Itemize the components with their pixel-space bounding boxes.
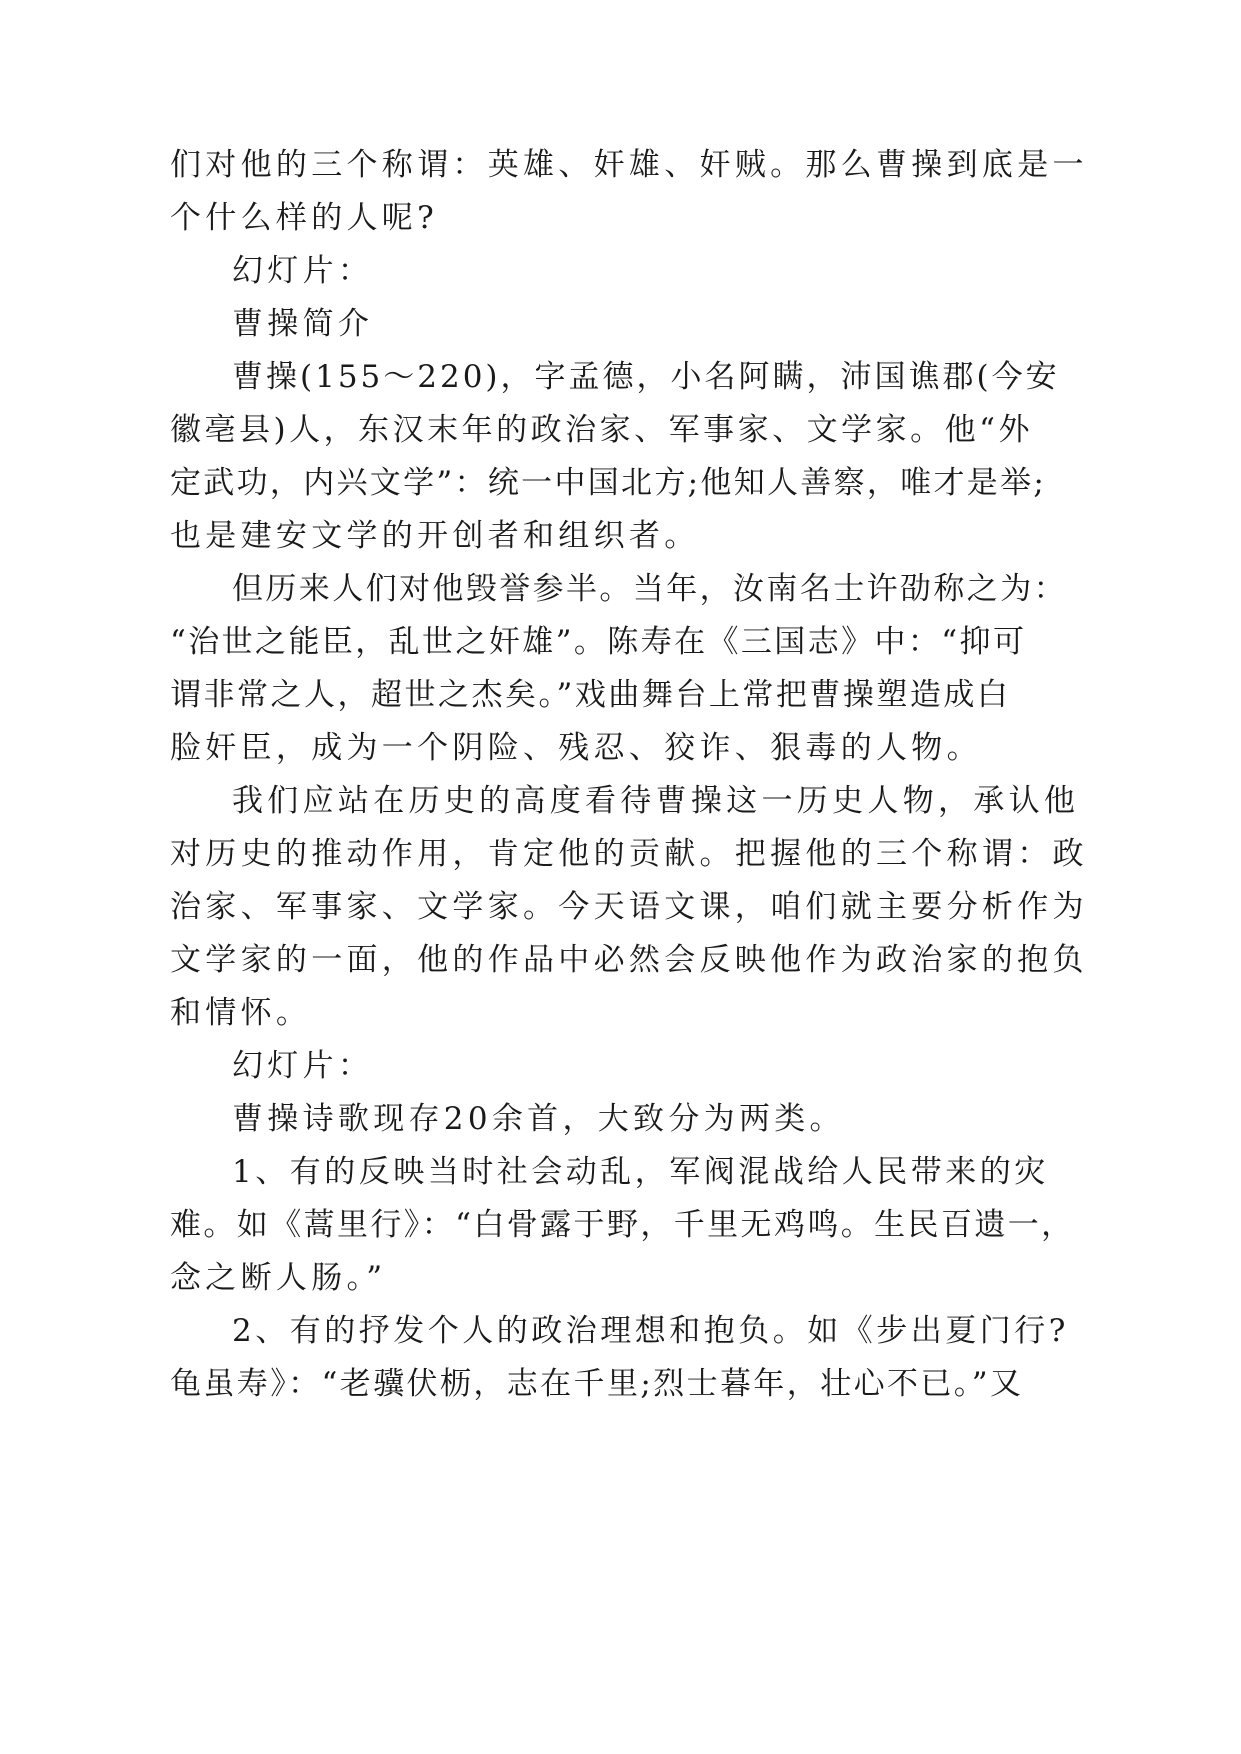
text-line: 徽亳县)人，东汉末年的政治家、军事家、文学家。他“外 [170,412,1033,448]
text-line: 定武功，内兴文学”：统一中国北方;他知人善察，唯才是举; [170,465,1047,501]
text-line: 也是建安文学的开创者和组织者。 [170,518,700,554]
text-line: 龟虽寿》：“老骥伏枥，志在千里;烈士暮年，壮心不已。”又 [170,1366,1024,1402]
text-line: 我们应站在历史的高度看待曹操这一历史人物，承认他 [232,783,1080,819]
text-line: 对历史的推动作用，肯定他的贡献。把握他的三个称谓：政 [170,836,1088,872]
text-line: 曹操诗歌现存20余首，大致分为两类。 [232,1101,845,1137]
text-line: “治世之能臣，乱世之奸雄”。陈寿在《三国志》中：“抑可 [170,624,1027,660]
text-line: 个什么样的人呢? [170,200,439,236]
text-line: 2、有的抒发个人的政治理想和抱负。如《步出夏门行? [232,1313,1069,1349]
text-line: 难。如《蒿里行》：“白骨露于野，千里无鸡鸣。生民百遗一， [170,1207,1075,1243]
text-line: 文学家的一面，他的作品中必然会反映他作为政治家的抱负 [170,942,1088,978]
text-line: 治家、军事家、文学家。今天语文课，咱们就主要分析作为 [170,889,1088,925]
text-line: 脸奸臣，成为一个阴险、残忍、狡诈、狠毒的人物。 [170,730,982,766]
text-line: 曹操简介 [232,306,374,342]
text-line: 幻灯片： [232,253,374,289]
text-line: 1、有的反映当时社会动乱，军阀混战给人民带来的灾 [232,1154,1049,1190]
text-line: 幻灯片： [232,1048,374,1084]
text-line: 念之断人肠。” [170,1260,387,1296]
text-line: 谓非常之人，超世之杰矣。”戏曲舞台上常把曹操塑造成白 [170,677,1011,713]
text-line: 和情怀。 [170,995,312,1031]
text-line: 曹操(155～220)，字孟德，小名阿瞒，沛国谯郡(今安 [232,359,1060,395]
text-line: 但历来人们对他毁誉参半。当年，汝南名士许劭称之为： [232,571,1067,607]
text-line: 们对他的三个称谓：英雄、奸雄、奸贼。那么曹操到底是一 [170,147,1088,183]
